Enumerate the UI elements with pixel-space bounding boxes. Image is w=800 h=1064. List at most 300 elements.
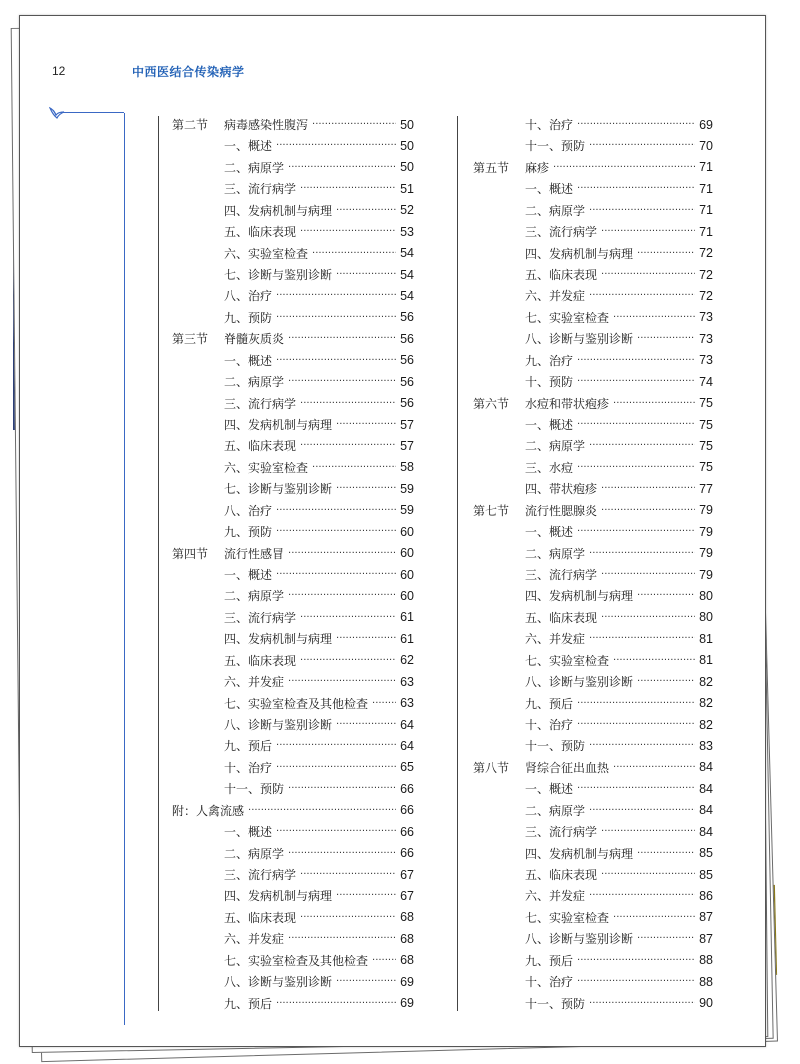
dot-leader [300, 912, 396, 923]
entry-title: 六、并发症 [525, 632, 586, 647]
toc-entry [473, 778, 713, 799]
dot-leader [601, 505, 695, 516]
dot-leader [276, 526, 396, 537]
entry-title: 一、概述 [224, 353, 273, 368]
entry-page-number: 56 [400, 331, 414, 346]
entry-page-number: 60 [400, 524, 414, 539]
toc-entry [172, 885, 414, 906]
toc-entry [172, 907, 414, 928]
entry-page-number: 51 [400, 181, 414, 196]
dot-leader [248, 805, 396, 816]
entry-page-number: 82 [699, 717, 713, 732]
entry-title: 一、概述 [525, 782, 574, 797]
toc-entry [172, 114, 414, 135]
dot-leader [312, 462, 396, 473]
entry-title: 六、并发症 [525, 289, 586, 304]
entry-title: 四、发病机制与病理 [224, 418, 333, 433]
dot-leader [577, 376, 695, 387]
entry-title: 九、预后 [224, 739, 273, 754]
entry-title: 麻疹 [525, 160, 550, 175]
dot-leader [312, 119, 396, 130]
entry-title: 八、诊断与鉴别诊断 [525, 675, 634, 690]
dot-leader [637, 676, 695, 687]
dot-leader [300, 226, 396, 237]
dot-leader [336, 633, 396, 644]
dot-leader [288, 333, 396, 344]
toc-entry [473, 350, 713, 371]
entry-page-number: 57 [400, 417, 414, 432]
dot-leader [288, 162, 396, 173]
entry-title: 五、临床表现 [224, 910, 297, 925]
dot-leader [288, 590, 396, 601]
entry-page-number: 68 [400, 953, 414, 968]
entry-page-number: 67 [400, 867, 414, 882]
page-number: 12 [52, 64, 66, 78]
dot-leader [613, 398, 695, 409]
entry-page-number: 63 [400, 696, 414, 711]
entry-title: 五、临床表现 [224, 439, 297, 454]
toc-entry [172, 800, 414, 821]
entry-page-number: 69 [699, 117, 713, 132]
entry-title: 七、实验室检查 [525, 653, 610, 668]
entry-title: 八、诊断与鉴别诊断 [525, 932, 634, 947]
toc-entry [473, 221, 713, 242]
dot-leader [372, 698, 396, 709]
section-number: 第二节 [172, 118, 209, 132]
entry-page-number: 74 [699, 374, 713, 389]
entry-title: 一、概述 [224, 825, 273, 840]
dot-leader [300, 183, 396, 194]
entry-page-number: 90 [699, 996, 713, 1011]
entry-page-number: 66 [400, 824, 414, 839]
entry-title: 八、诊断与鉴别诊断 [224, 718, 333, 733]
dot-leader [589, 805, 695, 816]
dot-leader [601, 826, 695, 837]
dot-leader [589, 998, 695, 1009]
entry-title: 流行性腮腺炎 [525, 503, 598, 518]
dot-leader [637, 248, 695, 259]
toc-entry [473, 993, 713, 1014]
entry-title: 七、实验室检查 [525, 310, 610, 325]
dot-leader [613, 655, 695, 666]
entry-page-number: 61 [400, 631, 414, 646]
toc-entry [473, 907, 713, 928]
entry-page-number: 72 [699, 267, 713, 282]
toc-entry [172, 157, 414, 178]
entry-title: 七、实验室检查及其他检查 [224, 953, 369, 968]
entry-page-number: 65 [400, 760, 414, 775]
toc-entry [473, 393, 713, 414]
dot-leader [577, 419, 695, 430]
toc-entry [172, 371, 414, 392]
dot-leader [276, 569, 396, 580]
entry-title: 五、临床表现 [525, 268, 598, 282]
entry-page-number: 73 [699, 331, 713, 346]
dot-leader [288, 933, 396, 944]
entry-page-number: 68 [400, 910, 414, 925]
entry-title: 十一、预防 [525, 996, 586, 1011]
entry-title: 三、流行病学 [224, 182, 297, 197]
toc-entry [473, 950, 713, 971]
toc-entry [172, 693, 414, 714]
entry-title: 四、发病机制与病理 [525, 589, 634, 604]
toc-entry [172, 735, 414, 756]
dot-leader [637, 848, 695, 859]
toc-entry [172, 200, 414, 221]
entry-page-number: 71 [699, 181, 713, 196]
toc-entry [172, 350, 414, 371]
dot-leader [276, 826, 396, 837]
entry-title: 六、并发症 [224, 932, 285, 947]
entry-page-number: 69 [400, 974, 414, 989]
dot-leader [336, 269, 396, 280]
toc-entry [172, 521, 414, 542]
running-title: 中西医结合传染病学 [132, 65, 245, 79]
toc-entry [172, 564, 414, 585]
toc-entry [473, 843, 713, 864]
entry-page-number: 52 [400, 203, 414, 218]
toc-entry [473, 285, 713, 306]
entry-title: 四、发病机制与病理 [525, 246, 634, 261]
entry-page-number: 84 [699, 781, 713, 796]
toc-entry [172, 993, 414, 1014]
dot-leader [288, 548, 396, 559]
margin-rule [124, 113, 125, 1025]
entry-page-number: 80 [699, 588, 713, 603]
toc-entry [172, 757, 414, 778]
dot-leader [372, 955, 396, 966]
dot-leader [312, 248, 396, 259]
dot-leader [300, 612, 396, 623]
toc-entry [473, 564, 713, 585]
dot-leader [577, 526, 695, 537]
entry-title: 六、并发症 [224, 675, 285, 690]
dot-leader [589, 548, 695, 559]
section-number: 第七节 [473, 503, 510, 518]
entry-title: 五、临床表现 [224, 653, 297, 668]
toc-entry [473, 264, 713, 285]
toc-entry [473, 607, 713, 628]
entry-page-number: 77 [699, 481, 713, 496]
entry-page-number: 60 [400, 588, 414, 603]
entry-page-number: 54 [400, 288, 414, 303]
section-number: 附：人禽流感 [172, 803, 245, 818]
dot-leader [589, 633, 695, 644]
entry-page-number: 84 [699, 824, 713, 839]
toc-entry [473, 671, 713, 692]
section-number: 第六节 [473, 396, 510, 411]
dot-leader [300, 869, 396, 880]
dot-leader [601, 226, 695, 237]
entry-title: 六、实验室检查 [224, 246, 309, 261]
dot-leader [577, 976, 695, 987]
toc-entry [172, 778, 414, 799]
dot-leader [601, 612, 695, 623]
entry-title: 十、治疗 [525, 975, 574, 990]
entry-page-number: 88 [699, 953, 713, 968]
entry-page-number: 71 [699, 203, 713, 218]
entry-title: 四、带状疱疹 [525, 482, 598, 497]
toc-entry [473, 157, 713, 178]
toc-entry [172, 307, 414, 328]
entry-page-number: 73 [699, 353, 713, 368]
dot-leader [601, 269, 695, 280]
dot-leader [577, 355, 695, 366]
entry-page-number: 67 [400, 888, 414, 903]
entry-page-number: 64 [400, 717, 414, 732]
toc-entry [473, 328, 713, 349]
entry-title: 四、发病机制与病理 [224, 203, 333, 218]
entry-title: 一、概述 [525, 418, 574, 433]
left-column-rule [158, 116, 159, 1011]
entry-title: 十一、预防 [224, 782, 285, 797]
entry-page-number: 62 [400, 653, 414, 668]
entry-title: 二、病原学 [224, 846, 285, 861]
dot-leader [577, 119, 695, 130]
entry-page-number: 72 [699, 246, 713, 261]
toc-entry [473, 650, 713, 671]
dot-leader [300, 655, 396, 666]
entry-title: 十、预防 [525, 375, 574, 390]
dot-leader [336, 483, 396, 494]
dot-leader [276, 355, 396, 366]
toc-entry [172, 843, 414, 864]
entry-title: 十一、预防 [525, 139, 586, 154]
entry-title: 九、治疗 [525, 353, 574, 368]
dot-leader [613, 912, 695, 923]
dot-leader [276, 290, 396, 301]
dot-leader [577, 183, 695, 194]
toc-entry [172, 135, 414, 156]
entry-page-number: 73 [699, 310, 713, 325]
entry-page-number: 84 [699, 760, 713, 775]
entry-page-number: 84 [699, 803, 713, 818]
entry-title: 三、水痘 [525, 460, 574, 475]
toc-entry [473, 178, 713, 199]
entry-title: 三、流行病学 [525, 568, 598, 583]
dot-leader [589, 890, 695, 901]
entry-page-number: 66 [400, 781, 414, 796]
toc-entry [172, 714, 414, 735]
entry-title: 二、病原学 [224, 375, 285, 390]
toc-entry [473, 478, 713, 499]
entry-title: 三、流行病学 [525, 225, 598, 240]
dot-leader [300, 398, 396, 409]
toc-entry [172, 650, 414, 671]
toc-entry [473, 628, 713, 649]
toc-entry [172, 221, 414, 242]
entry-title: 肾综合征出血热 [525, 760, 610, 775]
entry-title: 一、概述 [224, 568, 273, 583]
toc-entry [172, 928, 414, 949]
dot-leader [300, 440, 396, 451]
dot-leader [276, 312, 396, 323]
dot-leader [553, 162, 695, 173]
entry-page-number: 56 [400, 396, 414, 411]
toc-entry [473, 585, 713, 606]
toc-entry [473, 371, 713, 392]
entry-page-number: 60 [400, 567, 414, 582]
entry-page-number: 56 [400, 310, 414, 325]
dot-leader [276, 998, 396, 1009]
toc-entry [172, 628, 414, 649]
entry-title: 八、诊断与鉴别诊断 [224, 975, 333, 990]
entry-page-number: 59 [400, 503, 414, 518]
entry-page-number: 58 [400, 460, 414, 475]
entry-title: 三、流行病学 [525, 825, 598, 840]
toc-entry [473, 971, 713, 992]
dot-leader [336, 719, 396, 730]
entry-title: 八、诊断与鉴别诊断 [525, 332, 634, 347]
toc-entry [172, 543, 414, 564]
entry-page-number: 66 [400, 803, 414, 818]
entry-title: 六、并发症 [525, 889, 586, 904]
entry-title: 七、诊断与鉴别诊断 [224, 482, 333, 497]
entry-title: 九、预防 [224, 310, 273, 325]
entry-page-number: 79 [699, 567, 713, 582]
entry-page-number: 68 [400, 931, 414, 946]
entry-page-number: 85 [699, 867, 713, 882]
entry-title: 五、临床表现 [224, 225, 297, 240]
toc-entry [172, 285, 414, 306]
dot-leader [577, 955, 695, 966]
entry-title: 七、实验室检查及其他检查 [224, 696, 369, 711]
entry-page-number: 71 [699, 160, 713, 175]
dot-leader [613, 762, 695, 773]
dot-leader [288, 848, 396, 859]
entry-title: 三、流行病学 [224, 610, 297, 625]
dot-leader [336, 205, 396, 216]
entry-title: 一、概述 [525, 182, 574, 197]
toc-page [19, 15, 766, 1047]
toc-entry [473, 307, 713, 328]
dot-leader [336, 976, 396, 987]
entry-page-number: 56 [400, 353, 414, 368]
toc-entry [172, 178, 414, 199]
dot-leader [589, 205, 695, 216]
header-rule [62, 112, 124, 113]
entry-title: 二、病原学 [224, 589, 285, 604]
entry-title: 五、临床表现 [525, 868, 598, 883]
entry-page-number: 61 [400, 610, 414, 625]
entry-page-number: 75 [699, 396, 713, 411]
entry-page-number: 75 [699, 417, 713, 432]
toc-entry [473, 928, 713, 949]
entry-title: 三、流行病学 [224, 868, 297, 883]
entry-title: 二、病原学 [525, 546, 586, 561]
entry-title: 三、流行病学 [224, 396, 297, 411]
toc-entry [172, 393, 414, 414]
entry-page-number: 64 [400, 738, 414, 753]
toc-entry [473, 800, 713, 821]
entry-page-number: 56 [400, 374, 414, 389]
entry-page-number: 59 [400, 481, 414, 496]
toc-entry [172, 457, 414, 478]
dot-leader [613, 312, 695, 323]
dot-leader [577, 783, 695, 794]
entry-page-number: 85 [699, 846, 713, 861]
dot-leader [276, 140, 396, 151]
entry-page-number: 81 [699, 631, 713, 646]
entry-title: 二、病原学 [525, 203, 586, 218]
dot-leader [276, 740, 396, 751]
toc-entry [473, 521, 713, 542]
dot-leader [276, 762, 396, 773]
toc-entry [473, 135, 713, 156]
toc-entry [172, 971, 414, 992]
dot-leader [276, 505, 396, 516]
entry-page-number: 79 [699, 546, 713, 561]
toc-entry [172, 821, 414, 842]
entry-title: 七、实验室检查 [525, 910, 610, 925]
entry-page-number: 79 [699, 503, 713, 518]
dot-leader [637, 933, 695, 944]
toc-entry [172, 328, 414, 349]
entry-page-number: 82 [699, 696, 713, 711]
toc-entry [172, 950, 414, 971]
dot-leader [589, 290, 695, 301]
toc-entry [172, 585, 414, 606]
dot-leader [577, 698, 695, 709]
toc-entry [473, 414, 713, 435]
dot-leader [589, 740, 695, 751]
dot-leader [637, 333, 695, 344]
dot-leader [336, 890, 396, 901]
entry-title: 五、临床表现 [525, 610, 598, 625]
entry-title: 六、实验室检查 [224, 460, 309, 475]
entry-title: 九、预防 [224, 525, 273, 540]
dot-leader [601, 569, 695, 580]
toc-entry [172, 478, 414, 499]
section-number: 第五节 [473, 160, 510, 175]
entry-page-number: 87 [699, 910, 713, 925]
toc-entry [172, 243, 414, 264]
entry-page-number: 75 [699, 438, 713, 453]
entry-title: 十、治疗 [525, 118, 574, 132]
entry-page-number: 69 [400, 996, 414, 1011]
entry-page-number: 50 [400, 138, 414, 153]
dot-leader [589, 440, 695, 451]
entry-title: 十、治疗 [525, 718, 574, 733]
entry-title: 四、发病机制与病理 [525, 846, 634, 861]
toc-entry [172, 264, 414, 285]
entry-title: 一、概述 [525, 525, 574, 540]
dot-leader [336, 419, 396, 430]
toc-entry [473, 693, 713, 714]
section-number: 第八节 [473, 760, 510, 775]
entry-page-number: 75 [699, 460, 713, 475]
dot-leader [288, 376, 396, 387]
toc-entry [473, 457, 713, 478]
entry-title: 十、治疗 [224, 760, 273, 775]
toc-entry [473, 435, 713, 456]
entry-page-number: 53 [400, 224, 414, 239]
dot-leader [601, 869, 695, 880]
entry-page-number: 71 [699, 224, 713, 239]
entry-title: 脊髓灰质炎 [224, 332, 285, 347]
entry-page-number: 50 [400, 160, 414, 175]
entry-page-number: 86 [699, 888, 713, 903]
dot-leader [288, 783, 396, 794]
entry-title: 流行性感冒 [224, 546, 285, 561]
entry-title: 二、病原学 [525, 439, 586, 454]
entry-page-number: 50 [400, 117, 414, 132]
section-number: 第三节 [172, 332, 209, 347]
entry-page-number: 66 [400, 846, 414, 861]
toc-entry [473, 821, 713, 842]
entry-title: 四、发病机制与病理 [224, 889, 333, 904]
toc-entry [473, 735, 713, 756]
